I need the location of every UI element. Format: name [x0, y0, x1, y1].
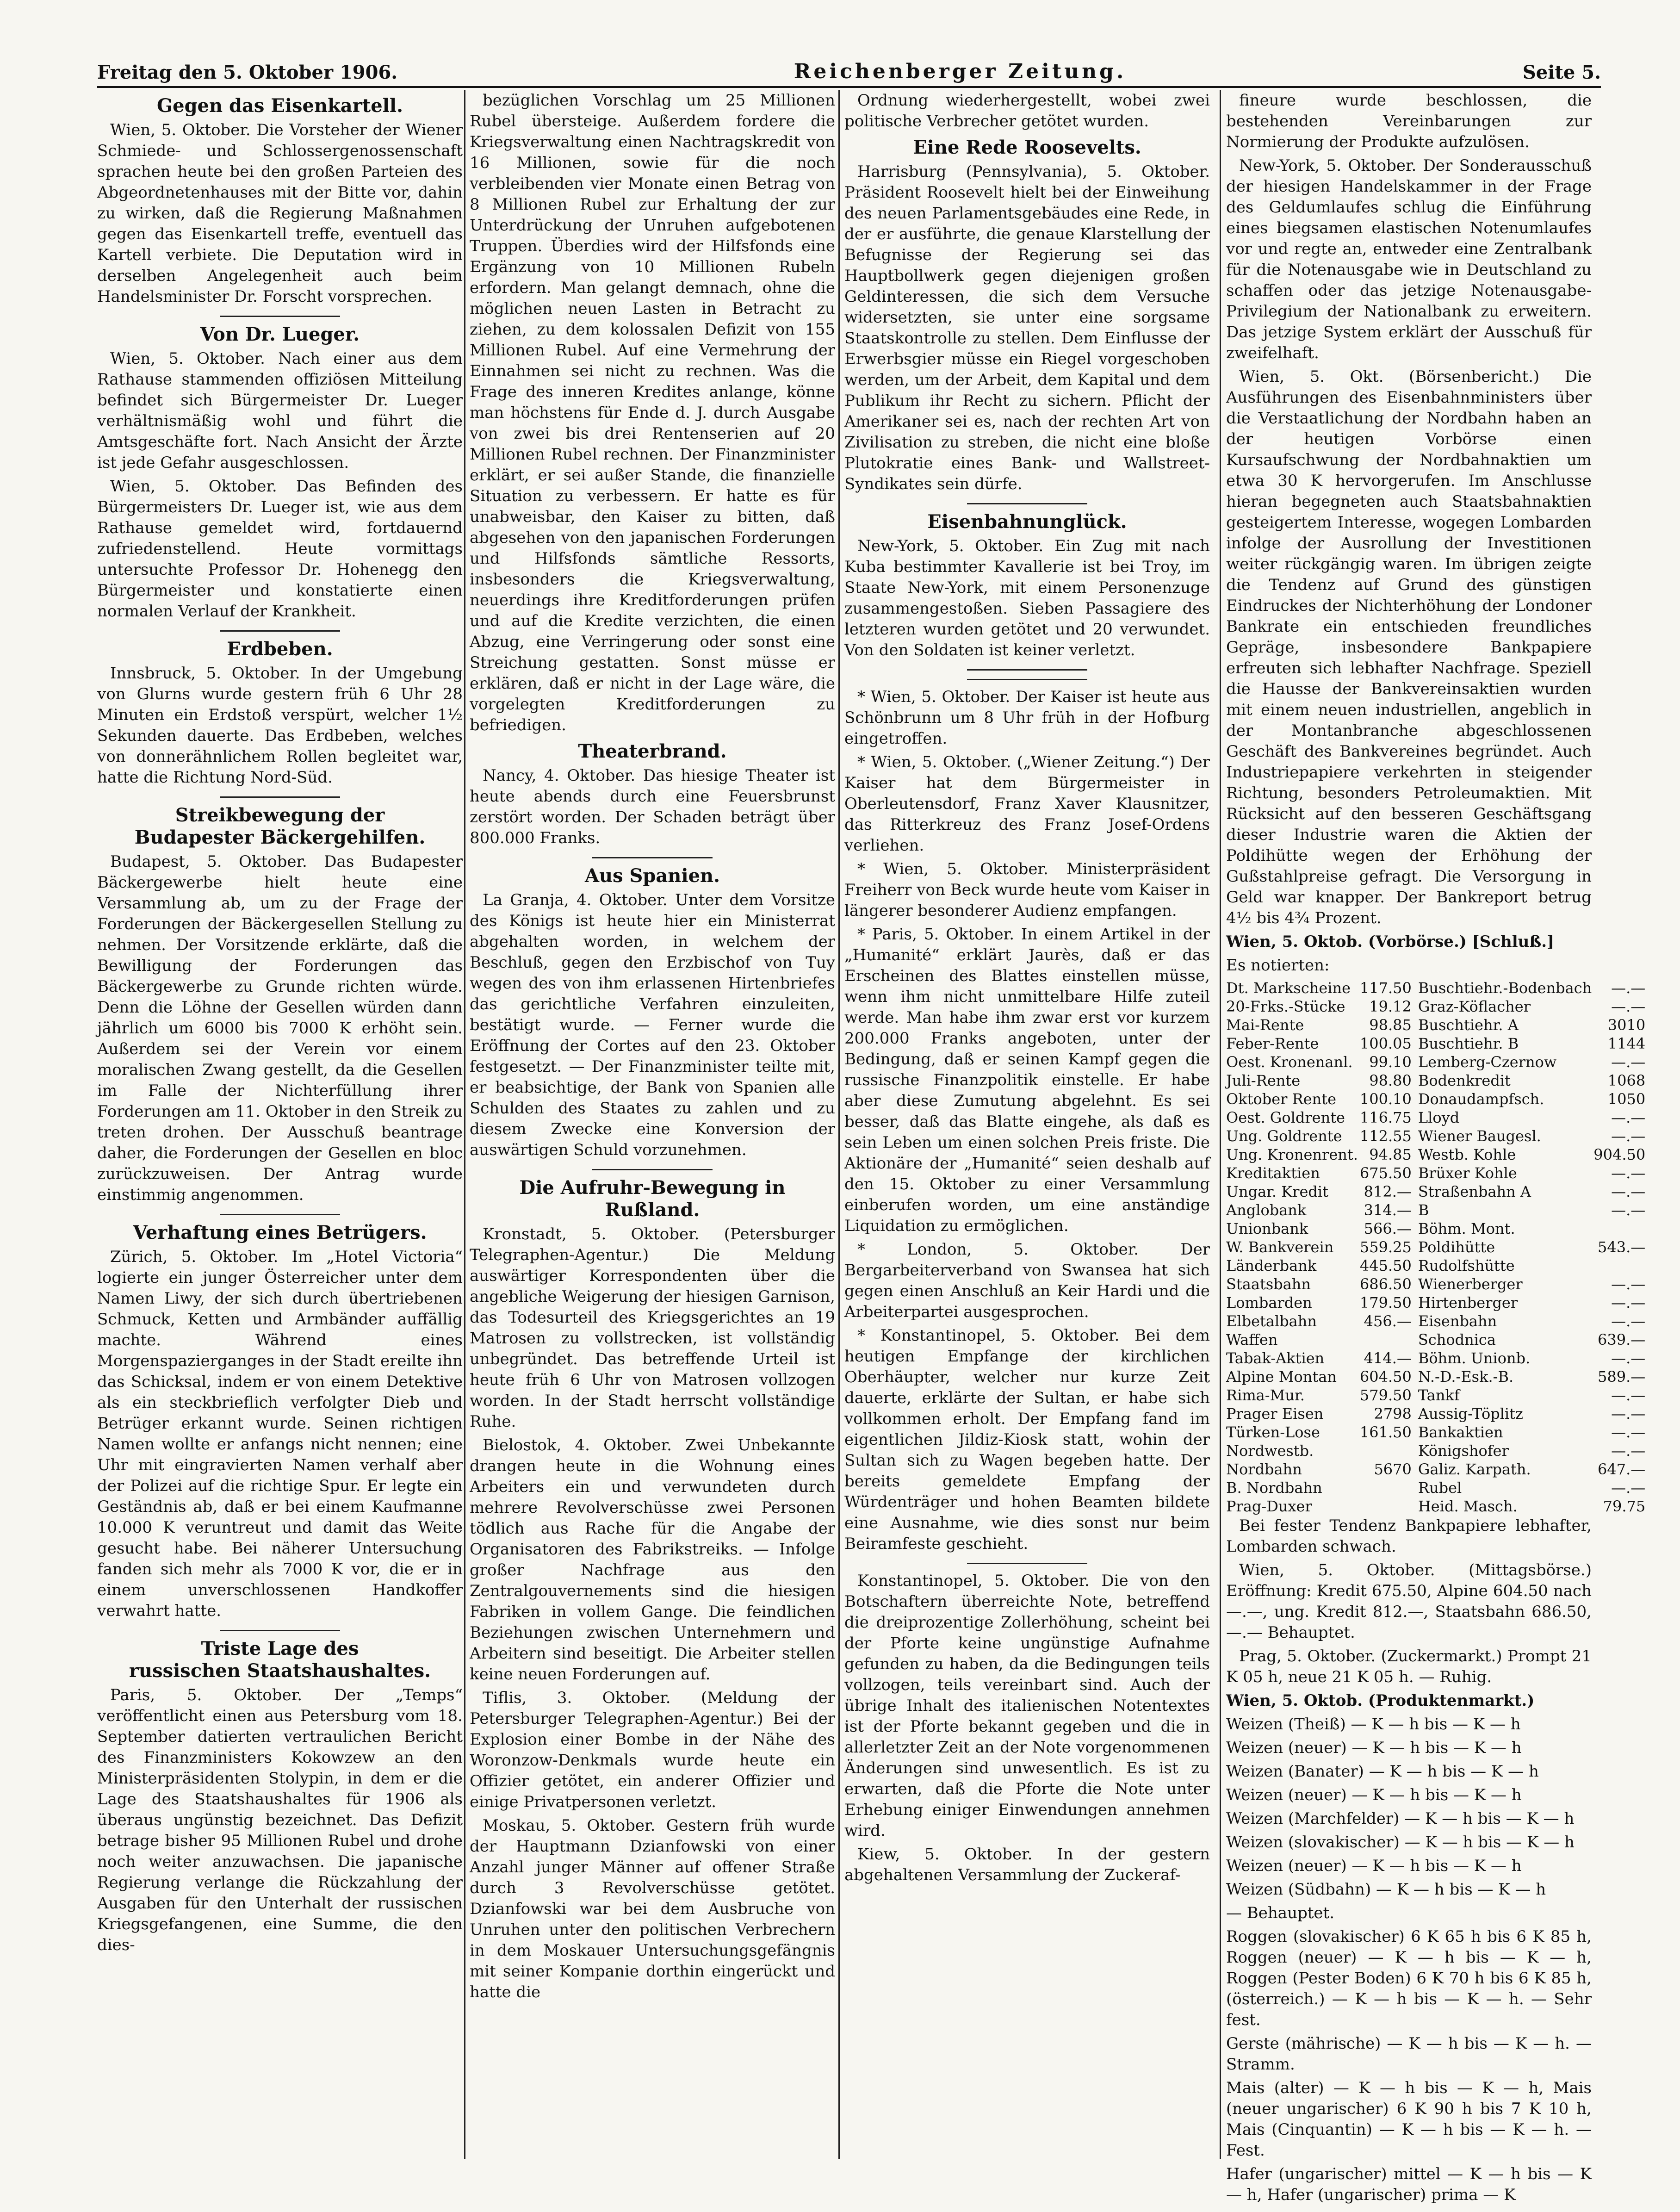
quote-value — [1360, 1479, 1418, 1497]
article-paragraph: * Konstantinopel, 5. Oktober. Bei dem heutigen Empfange der kirchlichen Oberhäupter, welcher nur kurze Zeit dauerte, erklärte der Sultan, er habe sich vollkommen erholt. Der Empfang fand im eigentlichen Jildiz-Kiosk statt, wohin der Sultan sich zu Wagen begeben hatte. Der bereits gemeldete Empfang der Würdenträger und hohen Beamten bildete eine Ausnahme, wie dies sonst nur beim Beiramfeste geschieht. — [844, 1326, 1210, 1553]
quote-name: Rubel — [1418, 1479, 1462, 1497]
article-paragraph: * Paris, 5. Oktober. In einem Artikel in der „Humanité“ erklärt Jaurès, daß er das Erscheinen des Blattes einstellen müsse, wenn ihm nicht unmittelbare Hilfe zuteil werde. Man habe ihm zwar erst vor kurzem 200.000 Franks angeboten, unter der Bedingung, daß er seinen Kampf gegen die russische Finanzpolitik einstelle. Er habe aber diese Zumutung abgelehnt. Es sei besser, daß das Blatte eingehe, als daß es sein Leben um einen solchen Preis friste. Die Aktionäre der „Humanité“ seien deshalb auf den 15. Oktober zu einer Versammlung einberufen worden, um eine anständige Liquidation zu ermöglichen. — [844, 925, 1210, 1235]
quote-value: 639.— — [1597, 1331, 1646, 1348]
quote-value: 1050 — [1607, 1090, 1646, 1108]
quote-name: W. Bankverein — [1226, 1238, 1334, 1256]
quote-value: 675.50 — [1359, 1164, 1412, 1182]
quote-row — [1226, 1330, 1652, 1349]
article-paragraph: * London, 5. Oktober. Der Bergarbeiterverband von Swansea hat sich gegen einen Anschluß an Keir Hardi und die Arbeiterpartei ausgesprochen. — [844, 1240, 1210, 1321]
quote-value: —.— — [1611, 1479, 1646, 1497]
produce-line: Weizen (neuer) — K — h bis — K — h — [1226, 1786, 1522, 1804]
headline-text: Aus Spanien. — [584, 865, 720, 887]
quote-value: 116.75 — [1359, 1109, 1412, 1126]
quote-row — [1226, 1275, 1652, 1293]
quote-name: Lombarden — [1226, 1294, 1312, 1311]
article-headline — [97, 804, 463, 849]
section-separator — [967, 503, 1087, 504]
article-paragraph: New-York, 5. Oktober. Der Sonderausschuß der hiesigen Handelskammer in der Frage des Geldumlaufes schlug die Einführung eines biegsamen elastischen Notenumlaufes vor und regte an, entweder eine Zentralbank für die Notenausgabe wie in Deutschland zu schaffen oder das jetzige Notenausgabe-Privilegium der Nationalbank zu erweitern. Das jetzige System erklärt der Ausschuß für zweifelhaft. — [1226, 156, 1592, 362]
quote-value: 179.50 — [1359, 1294, 1412, 1311]
quote-row — [1226, 1127, 1652, 1145]
quote-name: Wiener Baugesl. — [1418, 1127, 1541, 1145]
quote-value: 647.— — [1597, 1460, 1646, 1478]
quote-row — [1226, 1090, 1652, 1108]
quote-value: —.— — [1611, 1183, 1646, 1200]
article-paragraph: Tiflis, 3. Oktober. (Meldung der Petersburger Telegraphen-Agentur.) Bei der Explosion einer Bombe in der Nähe des Woronzow-Denkmals wurde heute ein Offizier getötet, ein anderer Offizier und einige Privatpersonen verletzt. — [470, 1689, 835, 1811]
column-2 — [470, 90, 835, 2163]
quote-row — [1226, 1404, 1652, 1423]
quote-row — [1226, 1071, 1652, 1090]
quote-value: 445.50 — [1359, 1257, 1412, 1274]
section-separator — [220, 630, 340, 632]
quote-value: 414.— — [1364, 1349, 1412, 1367]
quote-value: —.— — [1611, 1127, 1646, 1145]
quote-row — [1226, 1108, 1652, 1127]
headline-subtext: Budapester Bäckergehilfen. — [134, 826, 426, 848]
quote-row — [1226, 1164, 1652, 1182]
quote-value — [1593, 1256, 1652, 1275]
quote-name: Buschtiehr. A — [1418, 1016, 1519, 1034]
article-paragraph: Moskau, 5. Oktober. Gestern früh wurde der Hauptmann Dzianfowski von einer Anzahl junger Männer auf offener Straße durch 3 Revolverschüsse getötet. Dzianfowski war bei dem Ausbruche von Unruhen unter den politischen Verbrechern in dem Moskauer Untersuchungsgefängnis mit seiner Kompanie dorthin eingerückt und hatte die — [470, 1816, 835, 2001]
quote-value: 604.50 — [1359, 1368, 1412, 1386]
quote-name: Prager Eisen — [1226, 1405, 1324, 1423]
section-separator — [967, 669, 1087, 671]
article-paragraph: Budapest, 5. Oktober. Das Budapester Bäckergewerbe hielt heute eine Versammlung ab, um zu der Frage der Forderungen der Bäckergesellen Stellung zu nehmen. Der Vorsitzende erklärte, daß die Bewilligung der Forderungen das Bäckergewerbe zu Grunde richten würde. Denn die Löhne der Gesellen würden dann jährlich um 6000 bis 7000 K erhöht sein. Außerdem sei der Verein vor einem moralischen Zwang gestellt, da die Gesellen im Falle der Nichterfüllung ihrer Forderungen am 11. Oktober in den Streik zu treten drohen. Der Ausschuß beantrage daher, die Forderungen der Gesellen en bloc zurückzuweisen. Der Antrag wurde einstimmig angenommen. — [97, 852, 463, 1204]
quote-value: 1144 — [1607, 1035, 1646, 1052]
column-3 — [844, 90, 1210, 2163]
article-paragraph: Paris, 5. Oktober. Der „Temps“ veröffentlicht einen aus Petersburg vom 18. September datierten vertraulichen Bericht des Finanzministers Kokowzew an den Ministerpräsidenten Stolypin, in dem er die Lage des Staatshaushaltes für 1906 als überaus ungünstig bezeichnet. Das Defizit betrage bisher 95 Millionen Rubel und drohe noch weiter anzuwachsen. Die japanische Regierung verlange die Rückzahlung der Ausgaben für den Unterhalt der russischen Kriegsgefangenen, eine Summe, die den dies- — [97, 1686, 463, 1954]
produce-line: Weizen (slovakischer) — K — h bis — K — h — [1226, 1833, 1575, 1852]
produce-title: Wien, 5. Oktob. (Produktenmarkt.) — [1226, 1691, 1535, 1710]
article-headline — [844, 137, 1210, 159]
article-paragraph: Innsbruck, 5. Oktober. In der Umgebung von Glurns wurde gestern früh 6 Uhr 28 Minuten ein Erdstoß verspürt, welcher 1½ Sekunden dauerte. Das Erdbeben, welches von donnerähnlichem Rollen begleitet war, hatte die Richtung Nord-Süd. — [97, 664, 463, 787]
quote-name: Alpine Montan — [1226, 1368, 1337, 1386]
quote-name: 20-Frks.-Stücke — [1226, 998, 1345, 1015]
headline-text: Streikbewegung der — [175, 804, 385, 826]
article-headline — [470, 740, 835, 763]
quote-value: 5670 — [1374, 1460, 1412, 1478]
quote-value: —.— — [1611, 1109, 1646, 1126]
quote-value: —.— — [1611, 1201, 1646, 1219]
section-separator — [592, 1169, 713, 1170]
article-paragraph: Wien, 5. Oktober. Das Befinden des Bürgermeisters Dr. Lueger ist, wie aus dem Rathause gemeldet wird, fortdauernd zufriedenstellend. Heute vormittags untersuchte Professor Dr. Hohenegg den Bürgermeister und konstatierte einen normalen Verlauf der Krankheit. — [97, 477, 463, 621]
header-date: Freitag den 5. Oktober 1906. — [97, 62, 398, 83]
quote-value: 589.— — [1597, 1368, 1646, 1386]
quote-row — [1226, 1034, 1652, 1053]
quotes-title: Wien, 5. Oktob. (Vorbörse.) [Schluß.] — [1226, 932, 1555, 951]
article-headline — [97, 1638, 463, 1682]
quote-row — [1226, 1367, 1652, 1386]
quote-name: Graz-Köflacher — [1418, 998, 1531, 1015]
column-divider — [464, 90, 465, 2159]
section-separator — [592, 857, 713, 858]
quote-name: Türken-Lose — [1226, 1423, 1320, 1441]
article-paragraph: * Wien, 5. Oktober. Der Kaiser ist heute aus Schönbrunn um 8 Uhr früh in der Hofburg eingetroffen. — [844, 688, 1210, 748]
page-header — [97, 51, 1601, 88]
market-report: Bei fester Tendenz Bankpapiere lebhafter, Lombarden schwach. — [1226, 1516, 1592, 1556]
quotes-subtitle: Es notierten: — [1226, 956, 1330, 975]
article-paragraph: Bielostok, 4. Oktober. Zwei Unbekannte drangen heute in die Wohnung eines Arbeiters ein und verwundeten durch mehrere Revolverschüsse zwei Personen tödlich aus Rache für die Angabe der Organisatoren des Fabrikstreiks. — Infolge großer Nachfrage aus den Zentralgouvernements sind die hiesigen Fabriken in vollem Gange. Die feindlichen Beziehungen zwischen Unternehmern und Arbeitern sind beseitigt. Die Arbeiter stellen keine neuen Forderungen auf. — [470, 1436, 835, 1684]
article-paragraph: * Wien, 5. Oktober. („Wiener Zeitung.“) Der Kaiser hat dem Bürgermeister in Oberleutensdorf, Franz Xaver Klausnitzer, das Ritterkreuz des Franz Josef-Ordens verliehen. — [844, 753, 1210, 855]
article-headline — [97, 1222, 463, 1244]
article-headline — [470, 1177, 835, 1221]
headline-subtext: russischen Staatshaushaltes. — [129, 1660, 431, 1682]
article-paragraph: Nancy, 4. Oktober. Das hiesige Theater ist heute abends durch eine Feuersbrunst zerstört worden. Der Schaden beträgt über 800.000 Franks. — [470, 766, 835, 847]
article-paragraph: Kronstadt, 5. Oktober. (Petersburger Telegraphen-Agentur.) Die Meldung auswärtiger Korrespondenten über die angebliche Weigerung der hiesigen Garnison, das Todesurteil des Kriegsgerichtes an 19 Matrosen zu vollstrecken, ist vollständig unbegründet. Das betreffende Urteil ist heute früh 6 Uhr von Matrosen vollzogen worden. In der Stadt herrscht vollständige Ruhe. — [470, 1225, 835, 1431]
quote-name: Tankf — [1418, 1386, 1460, 1404]
quote-name: B. Nordbahn — [1226, 1479, 1322, 1497]
quote-name: Westb. Kohle — [1418, 1146, 1516, 1163]
quote-name: Lemberg-Czernow — [1418, 1053, 1557, 1071]
quote-value: 94.85 — [1369, 1146, 1412, 1163]
quote-name: N.-D.-Esk.-B. — [1418, 1368, 1514, 1386]
produce-line: Weizen (Südbahn) — K — h bis — K — h — [1226, 1880, 1546, 1899]
section-separator — [220, 1214, 340, 1215]
quote-name: Buschtiehr.-Bodenbach — [1418, 979, 1592, 997]
article-paragraph: Wien, 5. Oktober. Die Vorsteher der Wiener Schmiede- und Schlossergenossenschaft sprachen heute bei den großen Parteien des Abgeordnetenhauses mit der Bitte vor, dahin zu wirken, daß die Regierung Maßnahmen gegen das Eisenkartell treffe, eventuell das Kartell verbiete. Die Deputation wird in derselben Angelegenheit auch beim Handelsminister Dr. Forscht vorsprechen. — [97, 121, 463, 306]
quote-row — [1226, 1423, 1652, 1442]
quote-row — [1226, 1016, 1652, 1034]
quote-value: —.— — [1611, 979, 1646, 997]
quote-value: 686.50 — [1359, 1275, 1412, 1293]
quote-name: Länderbank — [1226, 1257, 1317, 1274]
quote-row — [1226, 1312, 1652, 1330]
quote-value: 98.85 — [1369, 1016, 1412, 1034]
quote-value: 99.10 — [1369, 1053, 1412, 1071]
quote-row — [1226, 1053, 1652, 1071]
quote-name: Wienerberger — [1418, 1275, 1523, 1293]
article-paragraph: Zürich, 5. Oktober. Im „Hotel Victoria“ logierte ein junger Österreicher unter dem Namen Liwy, der sich durch übertriebenen Schmuck, Ketten und Armbänder auffällig machte. Während eines Morgenspazierganges in der Stadt ereilte ihn das Schicksal, indem er von einem Detektive als ein steckbrieflich verfolgter Dieb und Betrüger erkannt wurde. Seinen richtigen Namen wollte er anfangs nicht nennen; eine Uhr mit eingravierten Namen verhalf aber der Polizei auf die richtige Spur. Er legte ein Geständnis ab, daß er bei einem Kaufmanne 10.000 K veruntreut und damit das Weite gesucht habe. Bei näherer Untersuchung fanden sich mehr als 7000 K vor, die er in einem unverschlossenen Handkoffer verwahrt hatte. — [97, 1248, 463, 1620]
quote-name: Heid. Masch. — [1418, 1497, 1518, 1515]
quote-value: —.— — [1611, 1275, 1646, 1293]
quote-value: 904.50 — [1593, 1146, 1646, 1163]
article-paragraph: bezüglichen Vorschlag um 25 Millionen Rubel übersteige. Außerdem fordere die Kriegsverwaltung einen Nachtragskredit von 16 Millionen, sowie für die noch verbleibenden vier Monate einen Betrag von 8 Millionen Rubel zur Erhaltung der zur Unterdrückung der Unruhen aufgebotenen Truppen. Überdies wird der Hilfsfonds eine Ergänzung von 10 Millionen Rubeln erfordern. Man gelangt demnach, ohne die möglichen neuen Lasten in Betracht zu ziehen, zu dem kolossalen Defizit von 155 Millionen Rubel. Auf eine Vermehrung der Einnahmen sei nicht zu rechnen. Was die Frage des inneren Kredites anlange, könne man höchstens für Ende d. J. durch Ausgabe von zwei bis drei Rentenserien auf 20 Millionen Rubel rechnen. Der Finanzminister erklärt, er sei außer Stande, die finanzielle Situation zu verbessern. Er hatte es für unabweisbar, den Kaiser zu bitten, daß abgesehen von den japanischen Forderungen und Hilfsfonds sämtliche Ressorts, insbesonders die Kriegsverwaltung, neuerdings ihre Kreditforderungen prüfen und auf die Kredite verzichten, die einen Abzug, eine Verringerung oder sonst eine Streichung gestatten. Sonst müsse er erklären, daß er nicht in der Lage wäre, die vorgelegten Kreditforderungen zu befriedigen. — [470, 91, 835, 734]
headline-text: Verhaftung eines Betrügers. — [133, 1222, 427, 1243]
quote-value: 314.— — [1364, 1201, 1412, 1219]
section-separator — [220, 316, 340, 317]
headline-text: Triste Lage des — [201, 1638, 359, 1659]
quote-value: —.— — [1611, 1405, 1646, 1423]
quote-value: 98.80 — [1369, 1072, 1412, 1089]
quote-name: Nordbahn — [1226, 1460, 1302, 1478]
quote-value: 79.75 — [1603, 1497, 1646, 1515]
quote-name: Hirtenberger — [1418, 1294, 1518, 1311]
quote-name: Staatsbahn — [1226, 1275, 1311, 1293]
quote-name: Böhm. Mont. — [1418, 1220, 1515, 1237]
article-paragraph: Ordnung wiederhergestellt, wobei zwei politische Verbrecher getötet wurden. — [844, 91, 1210, 130]
quote-value — [1360, 1497, 1418, 1516]
produce-line: Weizen (Theiß) — K — h bis — K — h — [1226, 1715, 1521, 1734]
article-paragraph: Kiew, 5. Oktober. In der gestern abgehaltenen Versammlung der Zuckeraf- — [844, 1845, 1210, 1884]
column-4 — [1226, 90, 1646, 2204]
quote-name: Buschtiehr. B — [1418, 1035, 1519, 1052]
quote-name: Anglobank — [1226, 1201, 1307, 1219]
quote-row — [1226, 1497, 1652, 1516]
quote-row — [1226, 1460, 1652, 1479]
quote-name: Tabak-Aktien — [1226, 1349, 1325, 1367]
quote-name: Ungar. Kredit — [1226, 1183, 1328, 1200]
quote-value: —.— — [1611, 1349, 1646, 1367]
quote-name: Aussig-Töplitz — [1418, 1405, 1523, 1423]
quote-name: Oktober Rente — [1226, 1090, 1337, 1108]
page-number: Seite 5. — [1522, 62, 1601, 83]
headline-text: Von Dr. Lueger. — [200, 323, 360, 345]
quote-value — [1360, 1442, 1418, 1460]
quote-value: —.— — [1611, 1294, 1646, 1311]
quote-value: 112.55 — [1359, 1127, 1412, 1145]
market-report: Wien, 5. Oktober. (Mittagsbörse.) Eröffnung: Kredit 675.50, Alpine 604.50 nach —.—, ung. Kredit 812.—, Staatsbahn 686.50, —.— Behauptet. — [1226, 1561, 1592, 1642]
quote-row — [1226, 1349, 1652, 1367]
quote-value: 100.05 — [1359, 1035, 1412, 1052]
produce-line: — Behauptet. — [1226, 1904, 1334, 1922]
quote-name: Feber-Rente — [1226, 1035, 1319, 1052]
quote-name: Dt. Markscheine — [1226, 979, 1351, 997]
quote-name: Mai-Rente — [1226, 1016, 1304, 1034]
quote-name: Prag-Duxer — [1226, 1497, 1312, 1515]
quote-name: Ung. Goldrente — [1226, 1127, 1342, 1145]
section-separator — [967, 679, 1087, 680]
headline-text: Die Aufruhr-Bewegung in Rußland. — [519, 1177, 786, 1221]
market-report: Prag, 5. Oktober. (Zuckermarkt.) Prompt 21 K 05 h, neue 21 K 05 h. — Ruhig. — [1226, 1647, 1592, 1686]
section-separator — [220, 796, 340, 798]
quote-value: 579.50 — [1359, 1386, 1412, 1404]
quote-name: Poldihütte — [1418, 1238, 1495, 1256]
headline-text: Eine Rede Roosevelts. — [913, 137, 1141, 158]
quote-row — [1226, 1201, 1652, 1219]
quote-value: —.— — [1611, 1386, 1646, 1404]
quote-name: Galiz. Karpath. — [1418, 1460, 1531, 1478]
quote-name: Schodnica — [1418, 1331, 1496, 1348]
quote-value: 2798 — [1374, 1405, 1412, 1423]
quote-name: Ung. Kronenrent. — [1226, 1146, 1358, 1163]
quote-value: 161.50 — [1359, 1423, 1412, 1441]
quote-row — [1226, 1479, 1652, 1497]
quote-value: —.— — [1611, 1053, 1646, 1071]
produce-line: Weizen (neuer) — K — h bis — K — h — [1226, 1857, 1522, 1875]
quote-value: 1068 — [1607, 1072, 1646, 1089]
produce-market-list — [1226, 1714, 1592, 2206]
quote-row — [1226, 1442, 1652, 1460]
quote-name: Lloyd — [1418, 1109, 1460, 1126]
quote-value: —.— — [1611, 998, 1646, 1015]
article-headline — [470, 865, 835, 887]
produce-line: Gerste (mährische) — K — h bis — K — h. — Stramm. — [1226, 2034, 1592, 2074]
quote-name: Unionbank — [1226, 1220, 1308, 1237]
quote-value: 3010 — [1607, 1016, 1646, 1034]
headline-text: Theaterbrand. — [578, 740, 727, 762]
quote-name: Bankaktien — [1418, 1423, 1503, 1441]
headline-text: Gegen das Eisenkartell. — [156, 95, 403, 117]
section-separator — [967, 1563, 1087, 1564]
stock-quotes-table — [1226, 979, 1652, 1516]
quote-name: Königshofer — [1418, 1442, 1509, 1460]
headline-text: Eisenbahnunglück. — [927, 511, 1127, 533]
column-divider — [838, 90, 840, 2159]
quote-row — [1226, 1238, 1652, 1256]
article-headline — [97, 638, 463, 660]
quote-name: Rima-Mur. — [1226, 1386, 1305, 1404]
quote-name: Nordwestb. — [1226, 1442, 1314, 1460]
quote-name: B — [1418, 1201, 1429, 1219]
quote-row — [1226, 1293, 1652, 1312]
quote-value — [1593, 1219, 1652, 1238]
quote-name: Juli-Rente — [1226, 1072, 1301, 1089]
quote-value: 812.— — [1364, 1183, 1412, 1200]
quote-row — [1226, 1256, 1652, 1275]
article-paragraph: Wien, 5. Okt. (Börsenbericht.) Die Ausführungen des Eisenbahnministers über die Verstaatlichung der Nordbahn haben an der heutigen Vorbörse einen Kursaufschwung der Nordbahnaktien um etwa 30 K hervorgerufen. Im Anschlusse hieran begegneten auch Staatsbahnaktien gesteigertem Interesse, wogegen Lombarden infolge der Ausrollung der Investitionen weiter rückgängig waren. Im übrigen zeigte die Tendenz auf Grund des günstigen Eindruckes der Nichterhöhung der Londoner Bankrate ein entschieden freundliches Gepräge, insbesondere Bankpapiere erfreuten sich lebhafter Nachfrage. Speziell die Hausse der Bankvereinsaktien wurden mit einem neuen industriellen, angeblich in der Montanbranche abgeschlossenen Geschäft des Bankvereines begründet. Auch Industriepapiere verkehrten in steigender Richtung, besonders Petroleumaktien. Mit Rücksicht auf den besseren Geschäftsgang dieser Industrie waren die Aktien der Poldihütte wegen der Erhöhung der Gußstahlpreise gefragt. Die Versorgung in Geld war knapper. Der Bankreport betrug 4½ bis 4¾ Prozent. — [1226, 367, 1592, 927]
produce-line: Roggen (slovakischer) 6 K 65 h bis 6 K 85 h, Roggen (neuer) — K — h bis — K — h, Roggen (Pester Boden) 6 K 70 h bis 6 K 85 h, (österreich.) — K — h bis — K — h. — Sehr fest. — [1226, 1927, 1592, 2029]
quote-name: Böhm. Unionb. — [1418, 1349, 1531, 1367]
quote-name: Kreditaktien — [1226, 1164, 1320, 1182]
headline-text: Erdbeben. — [227, 638, 333, 660]
article-paragraph: Konstantinopel, 5. Oktober. Die von den Botschaftern überreichte Note, betreffend die dreiprozentige Zollerhöhung, scheint bei der Pforte keine ungünstige Aufnahme gefunden zu haben, da die Bedingungen teils vollzogen, teils vereinbart sind. Auch der übrige Inhalt des italienischen Notentextes ist der Pforte bekannt gegeben und die in allerletzter Zeit an der Note vorgenommenen Änderungen sind unwesentlich. Es ist zu erwarten, daß die Pforte die Note unter Erhebung einiger Einwendungen annehmen wird. — [844, 1572, 1210, 1840]
article-paragraph: * Wien, 5. Oktober. Ministerpräsident Freiherr von Beck wurde heute vom Kaiser in längerer besonderer Audienz empfangen. — [844, 860, 1210, 920]
quote-value: 543.— — [1597, 1238, 1646, 1256]
produce-line: Hafer (ungarischer) mittel — K — h bis — K — h, Hafer (ungarischer) prima — K — [1226, 2165, 1592, 2204]
article-paragraph: fineure wurde beschlossen, die bestehenden Vereinbarungen zur Normierung der Produkte aufzulösen. — [1226, 91, 1592, 151]
quote-name: Elbetalbahn — [1226, 1312, 1317, 1330]
quote-name: Donaudampfsch. — [1418, 1090, 1544, 1108]
quote-row — [1226, 997, 1652, 1016]
quote-value: 19.12 — [1369, 998, 1412, 1015]
quote-name: Straßenbahn A — [1418, 1183, 1531, 1200]
quote-value: 559.25 — [1359, 1238, 1412, 1256]
produce-line: Weizen (neuer) — K — h bis — K — h — [1226, 1739, 1522, 1757]
quote-row — [1226, 1145, 1652, 1164]
column-divider — [1220, 90, 1221, 2159]
produce-line: Weizen (Marchfelder) — K — h bis — K — h — [1226, 1809, 1575, 1828]
article-headline — [97, 95, 463, 117]
article-paragraph: Harrisburg (Pennsylvania), 5. Oktober. Präsident Roosevelt hielt bei der Einweihung des neuen Parlamentsgebäudes eine Rede, in der er ausführte, die genaue Klarstellung der Befugnisse der Regierung sei das Hauptbollwerk gegen diejenigen großen Geldinteressen, die sich dem Versuche widersetzten, sie unter eine sorgsame Staatskontrolle zu stellen. Dem Einflusse der Erwerbsgier müsse ein Riegel vorgeschoben werden, um der Arbeit, dem Kapital und dem Publikum ihr Recht zu sichern. Pflicht der Amerikaner sei es, nach der rechten Art von Zivilisation zu streben, die nicht eine bloße Plutokratie eines Bank- und Wallstreet-Syndikates sein dürfe. — [844, 162, 1210, 493]
newspaper-title: Reichenberger Zeitung. — [794, 60, 1127, 83]
produce-line: Mais (alter) — K — h bis — K — h, Mais (neuer ungarischer) 6 K 90 h bis 7 K 10 h, Mais (Cinquantin) — K — h bis — K — h. — Fest. — [1226, 2079, 1592, 2160]
quote-name: Oest. Kronenanl. — [1226, 1053, 1353, 1071]
article-headline — [844, 511, 1210, 533]
article-paragraph: Wien, 5. Oktober. Nach einer aus dem Rathause stammenden offiziösen Mitteilung befindet sich Bürgermeister Dr. Lueger verhältnismäßig wohl und führt die Amtsgeschäfte fort. Nach Ansicht der Ärzte ist jede Gefahr ausgeschlossen. — [97, 349, 463, 472]
quote-row — [1226, 979, 1652, 997]
article-headline — [97, 323, 463, 346]
quote-value: 100.10 — [1359, 1090, 1412, 1108]
produce-line: Weizen (Banater) — K — h bis — K — h — [1226, 1762, 1539, 1781]
section-separator — [220, 1630, 340, 1631]
article-paragraph: New-York, 5. Oktober. Ein Zug mit nach Kuba bestimmter Kavallerie ist bei Troy, im Staate New-York, mit einem Personenzuge zusammengestoßen. Sieben Passagiere des letzteren wurden getötet und 20 verwundet. Von den Soldaten ist keiner verletzt. — [844, 537, 1210, 659]
quote-name: Waffen — [1226, 1331, 1278, 1348]
quote-name: Eisenbahn — [1418, 1312, 1497, 1330]
quote-value: 117.50 — [1359, 979, 1412, 997]
quote-name: Bodenkredit — [1418, 1072, 1511, 1089]
quote-name: Brüxer Kohle — [1418, 1164, 1517, 1182]
article-paragraph: La Granja, 4. Oktober. Unter dem Vorsitze des Königs ist heute hier ein Ministerrat abgehalten worden, in welchem der Beschluß, gegen den Erzbischof von Tuy wegen des von ihm erlassenen Hirtenbriefes das gerichtliche Verfahren einzuleiten, bestätigt wurde. — Ferner wurde die Eröffnung der Cortes auf den 23. Oktober festgesetzt. — Der Finanzminister teilte mit, er beabsichtige, der Bank von Spanien alle Schulden des Staates zu zahlen und zu diesem Zwecke eine Konversion der auswärtigen Schuld vorzunehmen. — [470, 891, 835, 1159]
quote-name: Oest. Goldrente — [1226, 1109, 1345, 1126]
quote-value: —.— — [1611, 1423, 1646, 1441]
quote-value: 456.— — [1364, 1312, 1412, 1330]
quote-value: —.— — [1611, 1164, 1646, 1182]
quote-row — [1226, 1386, 1652, 1404]
quote-value — [1360, 1330, 1418, 1349]
quote-row — [1226, 1219, 1652, 1238]
quote-value: —.— — [1611, 1312, 1646, 1330]
column-1 — [97, 90, 463, 2163]
quote-value: —.— — [1611, 1442, 1646, 1460]
quote-name: Rudolfshütte — [1418, 1257, 1515, 1274]
quote-row — [1226, 1182, 1652, 1201]
quote-value: 566.— — [1364, 1220, 1412, 1237]
